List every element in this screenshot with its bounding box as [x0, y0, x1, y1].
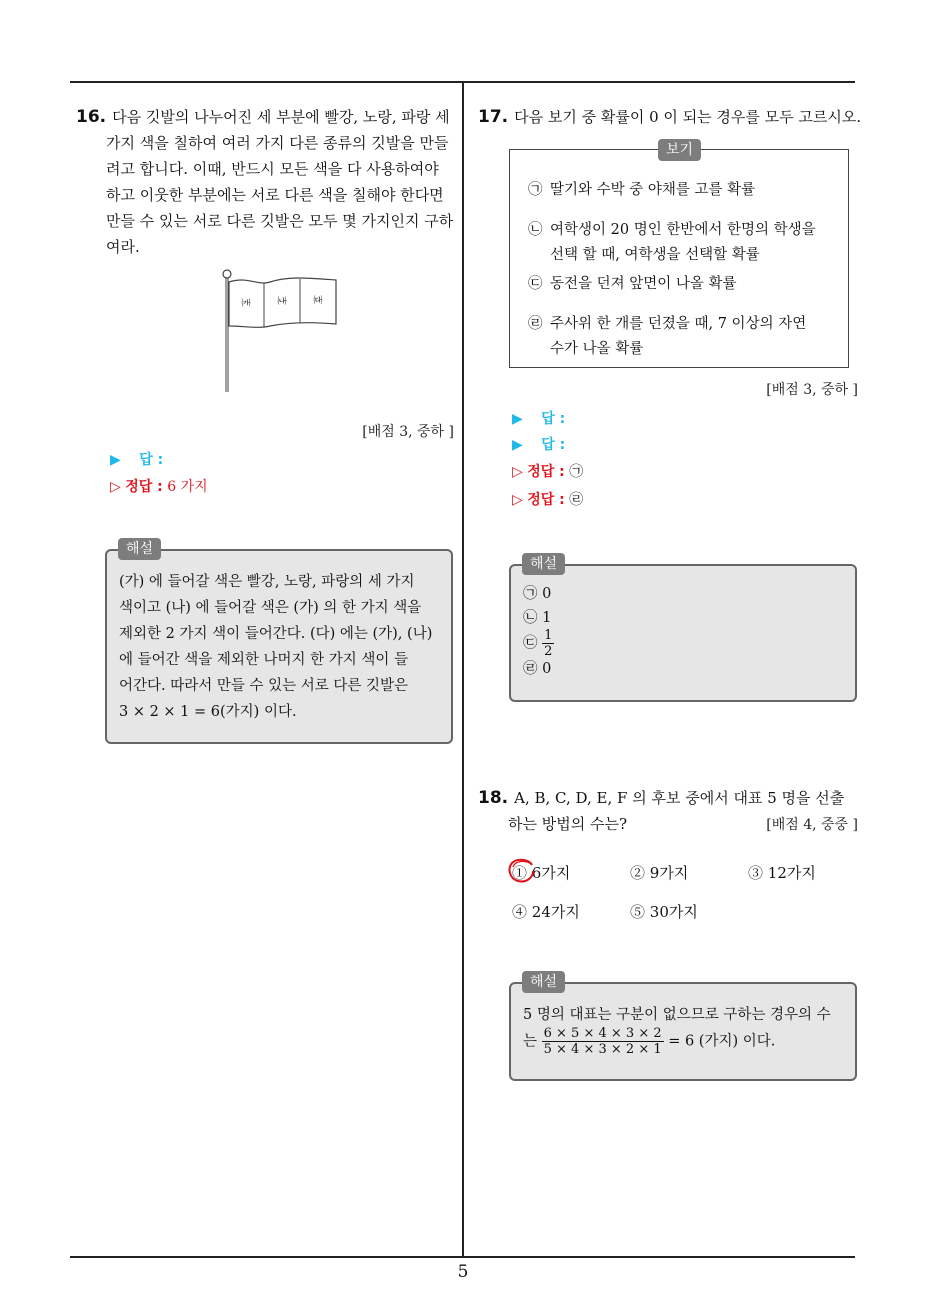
choice-text: 9가지 [649, 864, 689, 882]
explanation-line [523, 584, 845, 604]
fraction-denominator: 2 [544, 644, 553, 659]
choice-3[interactable] [748, 862, 816, 883]
explanation-tag: 해설 [522, 971, 565, 993]
item-text: 동전을 던져 앞면이 나올 확률 [550, 276, 737, 292]
answer-label: 답 : [541, 437, 566, 453]
item-mark: ㉢ [528, 276, 543, 292]
choice-5[interactable] [630, 901, 698, 922]
choice-text: 12가지 [767, 864, 816, 882]
fraction-numerator: 1 [544, 628, 553, 643]
question-text-line: 가지 색을 칠하여 여러 가지 다른 종류의 깃발을 만들 [106, 134, 449, 152]
question-text-line: 여라. [106, 238, 140, 256]
explanation-text: = 6 (가지) 이다. [668, 1033, 776, 1050]
play-arrow-icon: ▶ [512, 411, 523, 427]
answer-line [512, 408, 565, 428]
question-16 [76, 104, 456, 260]
flag-label-ga: ㈎ [241, 299, 251, 309]
explanation-line: 에 들어간 색을 제외한 나머지 한 가지 색이 들 [119, 652, 408, 668]
question-number: 17. [478, 107, 509, 127]
explanation-line [523, 1026, 845, 1057]
correct-label: 정답 : [527, 464, 565, 480]
explanation-box [509, 982, 857, 1081]
item-text: 여학생이 20 명인 한반에서 한명의 학생을 [550, 222, 816, 238]
choice-text: 30가지 [649, 903, 698, 921]
item-text: 주사위 한 개를 던졌을 때, 7 이상의 자연 [550, 316, 807, 332]
explanation-line: 제외한 2 가지 색이 들어간다. (다) 에는 (가), (나) [119, 626, 433, 642]
question-text-line: 만들 수 있는 서로 다른 깃발은 모두 몇 가지인지 구하 [106, 212, 454, 230]
bogi-item [528, 218, 834, 268]
question-number: 18. [478, 788, 509, 808]
explanation-line: 5 명의 대표는 구분이 없으므로 구하는 경우의 수 [523, 1007, 831, 1023]
score-label: [배점 3, 중하 ] [766, 382, 858, 398]
item-text: 딸기와 수박 중 야채를 고를 확률 [550, 182, 756, 198]
explanation-text: 는 [523, 1033, 538, 1050]
bogi-tag: 보기 [658, 139, 701, 161]
choice-mark: ① [512, 864, 528, 882]
flag-label-na: ㈏ [277, 297, 287, 307]
item-mark: ㉠ [528, 182, 543, 198]
choice-mark: ④ [512, 903, 528, 921]
question-text-line: 려고 합니다. 이때, 반드시 모든 색을 다 사용하여야 [106, 160, 439, 178]
item-mark: ㉡ [528, 222, 543, 238]
item-mark: ㉠ [523, 586, 538, 602]
explanation-line [523, 659, 845, 679]
play-arrow-icon: ▶ [110, 452, 121, 468]
item-value: 0 [542, 586, 552, 602]
explanation-box [509, 564, 857, 702]
fraction [542, 1026, 664, 1057]
flag-figure [218, 268, 342, 394]
correct-value: 6 가지 [167, 479, 208, 495]
bogi-item [528, 178, 834, 203]
question-number: 16. [76, 107, 107, 127]
item-mark: ㉣ [523, 661, 538, 677]
choice-mark: ③ [748, 864, 764, 882]
selected-circle-icon [507, 857, 537, 885]
choice-4[interactable] [512, 901, 580, 922]
item-value: 1 [542, 610, 552, 626]
explanation-line [523, 608, 845, 628]
bogi-box [509, 149, 849, 368]
play-arrow-icon: ▶ [512, 437, 523, 453]
item-value: 0 [542, 661, 552, 677]
answer-line [512, 434, 565, 454]
question-text-line: A, B, C, D, E, F 의 후보 중에서 대표 5 명을 선출 [514, 789, 845, 807]
explanation-line [523, 628, 845, 659]
answer-label: 답 : [541, 411, 566, 427]
fraction [542, 628, 554, 659]
explanation-line: (가) 에 들어갈 색은 빨강, 노랑, 파랑의 세 가지 [119, 574, 415, 590]
fraction-denominator: 5 × 4 × 3 × 2 × 1 [543, 1042, 662, 1057]
item-mark: ㉣ [528, 316, 543, 332]
choice-text: 24가지 [531, 903, 580, 921]
explanation-tag: 해설 [118, 538, 161, 560]
flag-label-da: ㈐ [313, 296, 323, 306]
answer-line [110, 449, 163, 469]
bogi-item [528, 272, 834, 297]
outline-arrow-icon: ▷ [110, 479, 121, 495]
correct-answer-line [110, 476, 208, 496]
score-label: [배점 4, 중중 ] [766, 817, 858, 833]
fraction-numerator: 6 × 5 × 4 × 3 × 2 [543, 1026, 662, 1041]
explanation-tag: 해설 [522, 553, 565, 575]
column-divider [462, 81, 464, 1257]
choice-mark: ② [630, 864, 646, 882]
choice-2[interactable] [630, 862, 688, 883]
question-text-line: 다음 깃발의 나누어진 세 부분에 빨강, 노랑, 파랑 세 [112, 108, 450, 126]
item-mark: ㉡ [523, 610, 538, 626]
correct-value: ㉣ [569, 492, 584, 508]
page-number: 5 [457, 1262, 469, 1282]
question-text: 다음 보기 중 확률이 0 이 되는 경우를 모두 고르시오. [514, 108, 862, 126]
outline-arrow-icon: ▷ [512, 464, 523, 480]
correct-label: 정답 : [125, 479, 163, 495]
correct-label: 정답 : [527, 492, 565, 508]
correct-value: ㉠ [569, 464, 584, 480]
question-text-line: 하는 방법의 수는? [508, 815, 628, 833]
item-text: 수가 나올 확률 [550, 341, 644, 357]
bottom-rule [70, 1256, 855, 1258]
explanation-box [105, 549, 453, 744]
score-label: [배점 3, 중하 ] [362, 424, 454, 440]
question-text-line: 하고 이웃한 부분에는 서로 다른 색을 칠해야 한다면 [106, 186, 444, 204]
correct-answer-line [512, 489, 583, 509]
question-17 [478, 104, 862, 130]
choice-text: 6가지 [531, 864, 571, 882]
choice-mark: ⑤ [630, 903, 646, 921]
answer-label: 답 : [139, 452, 164, 468]
explanation-line: 색이고 (나) 에 들어갈 색은 (가) 의 한 가지 색을 [119, 600, 422, 616]
explanation-line: 3 × 2 × 1 = 6(가지) 이다. [119, 704, 297, 720]
item-mark: ㉢ [523, 635, 538, 652]
bogi-item [528, 312, 834, 362]
correct-answer-line [512, 461, 583, 481]
explanation-line: 어간다. 따라서 만들 수 있는 서로 다른 깃발은 [119, 678, 408, 694]
item-text: 선택 할 때, 여학생을 선택할 확률 [550, 247, 760, 263]
outline-arrow-icon: ▷ [512, 492, 523, 508]
